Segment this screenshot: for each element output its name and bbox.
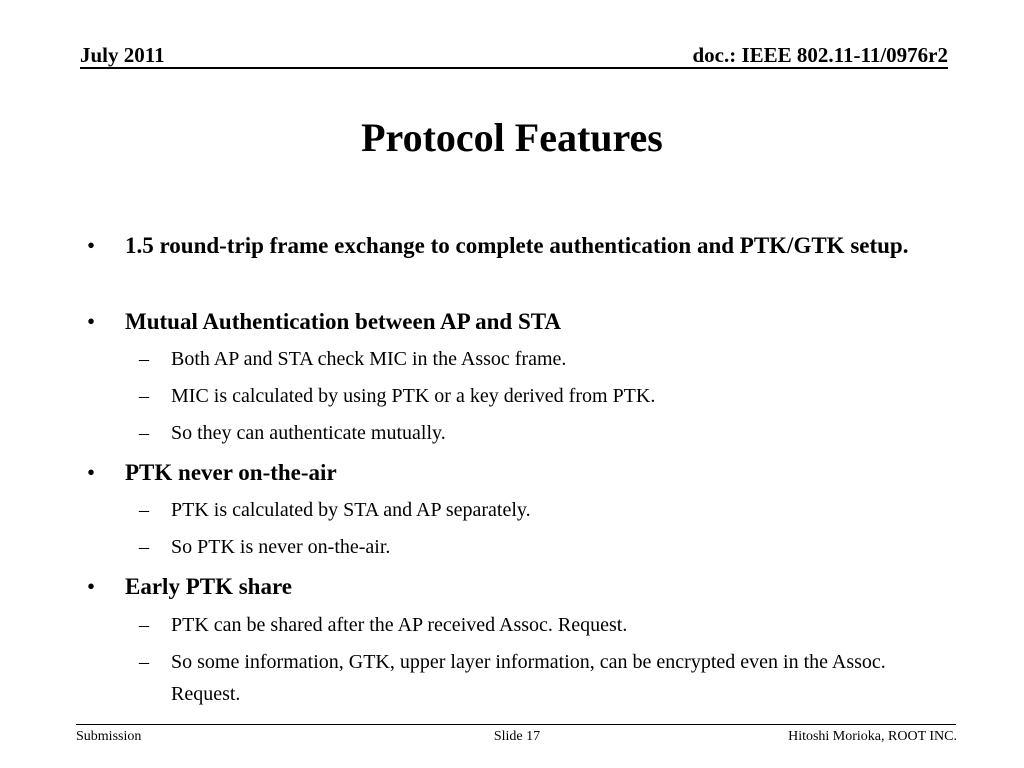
- dash-icon: –: [139, 536, 149, 558]
- header-date: July 2011: [80, 43, 165, 67]
- sub-bullet-item: [139, 343, 931, 375]
- sub-bullet-item: [139, 609, 931, 641]
- sub-bullet-text: MIC is calculated by using PTK or a key derived from PTK.: [171, 385, 656, 407]
- bullet-item: [87, 305, 915, 339]
- bullet-item: [87, 570, 915, 604]
- sub-bullet-item: [139, 380, 931, 412]
- sub-bullet-text: Both AP and STA check MIC in the Assoc frame.: [171, 348, 567, 370]
- sub-bullet-item: [139, 646, 931, 710]
- dash-icon: –: [139, 651, 149, 673]
- bullet-text: PTK never on-the-air: [125, 460, 337, 485]
- sub-bullet-item: [139, 494, 931, 526]
- sub-bullet-text: So some information, GTK, upper layer information, can be encrypted even in the Assoc. Request.: [171, 651, 886, 705]
- sub-bullet-text: PTK is calculated by STA and AP separately.: [171, 499, 531, 521]
- sub-bullet-text: So PTK is never on-the-air.: [171, 536, 391, 558]
- dash-icon: –: [139, 385, 149, 407]
- header-doc-id: doc.: IEEE 802.11-11/0976r2: [692, 43, 948, 67]
- bullet-icon: •: [87, 309, 96, 334]
- footer-slide-number: Slide 17: [493, 729, 541, 744]
- sub-bullet-item: [139, 531, 931, 563]
- footer-submission: Submission: [76, 729, 142, 744]
- dash-icon: –: [139, 422, 149, 444]
- sub-bullet-text: PTK can be shared after the AP received Assoc. Request.: [171, 614, 628, 636]
- bullet-item: [87, 229, 915, 263]
- bullet-text: Early PTK share: [125, 574, 292, 599]
- bullet-icon: •: [87, 233, 96, 258]
- footer-author: Hitoshi Morioka, ROOT INC.: [788, 729, 957, 744]
- dash-icon: –: [139, 614, 149, 636]
- bullet-item: [87, 456, 915, 490]
- sub-bullet-text: So they can authenticate mutually.: [171, 422, 446, 444]
- bullet-text: 1.5 round-trip frame exchange to complete authentication and PTK/GTK setup.: [125, 233, 909, 258]
- slide-title: Protocol Features: [361, 115, 663, 160]
- sub-bullet-item: [139, 417, 931, 449]
- dash-icon: –: [139, 348, 149, 370]
- bullet-icon: •: [87, 460, 96, 485]
- footer-divider: [76, 724, 956, 725]
- bullet-icon: •: [87, 574, 96, 599]
- bullet-text: Mutual Authentication between AP and STA: [125, 309, 561, 334]
- dash-icon: –: [139, 499, 149, 521]
